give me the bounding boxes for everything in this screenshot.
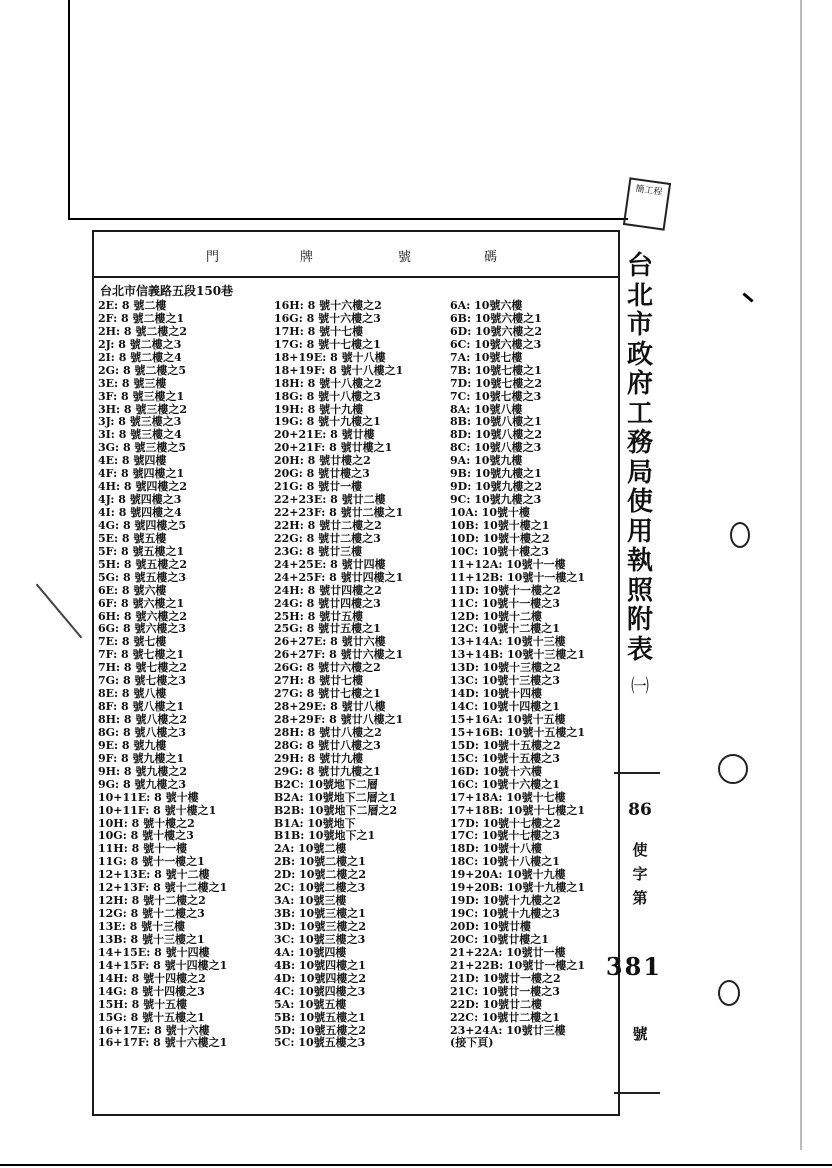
list-item: 4G: 8 號四樓之5 [98,518,187,532]
list-item: 29G: 8 號廿九樓之1 [274,764,381,778]
header-char: 牌 [300,250,315,265]
list-item: 12H: 8 號十二樓之2 [98,894,206,908]
list-item: 28G: 8 號廿八樓之3 [274,738,381,752]
list-item: 15D: 10號十五樓之2 [450,738,561,752]
title-char: 台 [626,251,653,281]
list-item: 11+12A: 10號十一樓 [450,557,566,571]
list-item: 6F: 8 號六樓之1 [98,596,185,610]
list-item: 3D: 10號三樓之2 [274,920,367,933]
title-char: 表 [626,634,653,665]
list-item: 22+23F: 8 號廿二樓之1 [274,506,404,519]
list-item: 4D: 10號四樓之2 [274,971,367,985]
list-item: 4E: 8 號四樓 [98,454,167,468]
list-item: 4J: 8 號四樓之3 [98,493,182,507]
list-item: 12D: 10號十二樓 [450,609,543,623]
list-item: 27G: 8 號廿七樓之1 [274,687,381,701]
list-item: 6A: 10號六樓 [450,299,523,312]
title-char: 執 [626,546,653,576]
list-item: 3F: 8 號三樓之1 [98,389,185,403]
list-item: 8H: 8 號八樓之2 [98,713,188,726]
title-char: 局 [626,457,653,488]
list-item: 16G: 8 號十六樓之3 [274,311,381,325]
list-item: 5F: 8 號五樓之1 [98,544,185,558]
list-item: 3A: 10號三樓 [274,894,347,908]
list-item: 22+23E: 8 號廿二樓 [274,493,386,507]
list-item: 24+25F: 8 號廿四樓之1 [274,570,404,584]
list-item: 7F: 8 號七樓之1 [98,648,185,662]
list-item: 5C: 10號五樓之3 [274,1036,366,1050]
list-item: 15+16A: 10號十五樓 [450,713,566,726]
list-item: 26+27F: 8 號廿六樓之1 [274,648,404,662]
list-item: 10+11E: 8 號十樓 [98,790,199,804]
list-item: 26G: 8 號廿六樓之2 [274,661,381,675]
list-item: 2B: 10號二樓之1 [274,855,366,869]
list-item: 16+17E: 8 號十六樓 [98,1023,210,1037]
list-item: B1B: 10號地下之1 [274,829,376,843]
list-item: 20+21E: 8 號廿樓 [274,428,375,442]
list-item: 28+29E: 8 號廿八樓 [274,700,386,714]
list-item: 5G: 8 號五樓之3 [98,570,187,584]
list-item: 11C: 10號十一樓之3 [450,596,560,610]
scan-border-bottom [0,1164,832,1166]
doc-type-char: 第 [632,889,648,907]
list-item: 23+24A: 10號廿三樓 [450,1023,566,1037]
list-item: 11H: 8 號十一樓 [98,842,188,856]
scan-border-top-line [68,218,628,220]
list-item: 16H: 8 號十六樓之2 [274,299,382,312]
list-item: 5D: 10號五樓之2 [274,1023,367,1037]
list-item: 15G: 8 號十五樓之1 [98,1010,205,1024]
list-item: 9F: 8 號九樓之1 [98,751,185,765]
list-item: 4B: 10號四樓之1 [274,958,366,972]
list-item: 20D: 10號廿樓 [450,920,532,933]
list-item: 21C: 10號廿一樓之3 [450,984,560,998]
list-item: 21+22A: 10號廿一樓 [450,945,566,959]
list-item: 10H: 8 號十樓之2 [98,816,195,830]
list-item: 13B: 8 號十三樓之1 [98,932,205,946]
list-item: 3E: 8 號三樓 [98,376,167,390]
list-item: 9B: 10號九樓之1 [450,467,542,481]
title-char: 府 [626,369,653,399]
list-item: B2B: 10號地下二層之2 [274,803,398,817]
list-item: 3J: 8 號三樓之3 [98,415,182,429]
list-item: 7D: 10號七樓之2 [450,376,543,390]
list-item: 14+15E: 8 號十四樓 [98,945,210,959]
column-right [450,300,585,1050]
list-item: 20H: 8 號廿樓之2 [274,454,371,468]
list-item: 2A: 10號二樓 [274,842,347,856]
list-item: 9H: 8 號九樓之2 [98,764,188,778]
list-item: 3C: 10號三樓之3 [274,932,366,946]
list-item: 10C: 10號十樓之3 [450,544,549,558]
list-item: 7G: 8 號七樓之3 [98,674,187,688]
column-middle [274,300,403,1050]
list-item: 18H: 8 號十八樓之2 [274,376,382,390]
list-item: 2D: 10號二樓之2 [274,868,367,882]
list-item: 13D: 10號十三樓之2 [450,661,561,675]
list-item: 22C: 10號廿二樓之1 [450,1010,560,1024]
title-subnumber: ㈠ [631,676,649,697]
list-item: 21G: 8 號廿一樓 [274,480,363,494]
header-char: 碼 [484,250,499,265]
list-item: 6G: 8 號六樓之3 [98,622,187,636]
title-char: 務 [626,428,653,458]
list-item: 26+27E: 8 號廿六樓 [274,635,386,649]
header-char: 號 [398,250,413,265]
list-item: 16D: 10號十六樓 [450,764,543,778]
list-item: 25H: 8 號廿五樓 [274,609,364,623]
list-item: 19C: 10號十九樓之3 [450,907,560,921]
list-item: 20+21F: 8 號廿樓之1 [274,441,393,455]
doc-type-char: 使 [632,841,648,859]
list-item: 19G: 8 號十九樓之1 [274,415,381,429]
list-item: 23G: 8 號廿三樓 [274,544,363,558]
list-item: 10B: 10號十樓之1 [450,518,550,532]
punch-hole-1 [730,522,750,548]
list-item: 5H: 8 號五樓之2 [98,557,188,571]
list-item: 17C: 10號十七樓之3 [450,829,560,843]
list-item: 17H: 8 號十七樓 [274,324,364,338]
list-item: 4F: 8 號四樓之1 [98,467,185,481]
list-item: 18C: 10號十八樓之1 [450,855,560,869]
punch-hole-3 [718,980,740,1006]
list-item: 16C: 10號十六樓之1 [450,777,560,791]
header-char: 門 [206,250,221,265]
list-item: 2H: 8 號二樓之2 [98,324,188,338]
title-char: 照 [626,575,653,606]
list-item: 20G: 8 號廿樓之3 [274,467,370,481]
list-item: 10+11F: 8 號十樓之1 [98,803,217,817]
title-char: 工 [626,398,653,429]
list-item: 29H: 8 號廿九樓 [274,751,364,765]
list-item: 15H: 8 號十五樓 [98,997,188,1011]
list-item: 8A: 10號八樓 [450,402,523,416]
number-suffix: 號 [632,1025,648,1043]
list-item: 3H: 8 號三樓之2 [98,402,188,416]
list-item: 2E: 8 號二樓 [98,299,167,312]
divider-bottom [614,1092,660,1094]
scan-border-right [800,0,802,1150]
list-item: 17D: 10號十七樓之2 [450,816,561,830]
list-item: 16+17F: 8 號十六樓之1 [98,1036,228,1050]
column-left [98,300,227,1050]
list-item: 18G: 8 號十八樓之3 [274,389,381,403]
list-item: (接下頁) [450,1036,494,1050]
list-item: 7A: 10號七樓 [450,350,523,364]
list-item: 6C: 10號六樓之3 [450,337,542,351]
document-type [622,838,658,910]
list-item: 9C: 10號九樓之3 [450,493,542,507]
list-item: 14C: 10號十四樓之1 [450,700,560,714]
title-char: 北 [626,280,653,311]
table-header [94,232,618,278]
list-item: 6H: 8 號六樓之2 [98,609,188,623]
list-item: 3B: 10號三樓之1 [274,907,366,921]
list-item: 8B: 10號八樓之1 [450,415,542,429]
list-item: 20C: 10號廿樓之1 [450,932,549,946]
list-item: 11D: 10號十一樓之2 [450,583,561,597]
list-item: 12G: 8 號十二樓之3 [98,907,205,921]
list-item: 15+16B: 10號十五樓之1 [450,725,585,739]
list-item: 12+13E: 8 號十二樓 [98,868,210,882]
list-item: 8D: 10號八樓之2 [450,428,543,442]
list-item: 10G: 8 號十樓之3 [98,829,194,843]
street-address: 台北市信義路五段150巷 [100,284,234,298]
list-item: 6B: 10號六樓之1 [450,311,542,325]
list-item: 7H: 8 號七樓之2 [98,661,188,675]
list-item: 22G: 8 號廿二樓之3 [274,531,381,545]
list-item: 7B: 10號七樓之1 [450,363,542,377]
list-item: 7E: 8 號七樓 [98,635,167,649]
list-item: 5E: 8 號五樓 [98,531,167,545]
list-item: 7C: 10號七樓之3 [450,389,542,403]
list-item: 18+19F: 8 號十八樓之1 [274,363,404,377]
list-item: 4H: 8 號四樓之2 [98,480,188,494]
divider [614,772,660,774]
list-item: 10D: 10號十樓之2 [450,531,550,545]
list-item: 6E: 8 號六樓 [98,583,167,597]
list-item: 18+19E: 8 號十八樓 [274,350,386,364]
list-item: 15C: 10號十五樓之3 [450,751,560,765]
year-number: 86 [628,800,652,820]
list-item: 19+20A: 10號十九樓 [450,868,566,882]
list-item: 5B: 10號五樓之1 [274,1010,366,1024]
list-item: 9D: 10號九樓之2 [450,480,543,494]
list-item: 14+15F: 8 號十四樓之1 [98,958,228,972]
list-item: B2A: 10號地下二層之1 [274,790,397,804]
list-item: 2C: 10號二樓之3 [274,881,366,895]
list-item: 11+12B: 10號十一樓之1 [450,570,585,584]
list-item: 17+18A: 10號十七樓 [450,790,566,804]
list-item: 13+14A: 10號十三樓 [450,635,566,649]
title-char: 用 [626,516,653,547]
list-item: 6D: 10號六樓之2 [450,324,543,338]
scan-mark [742,292,753,302]
list-item: 4A: 10號四樓 [274,945,347,959]
list-item: 18D: 10號十八樓 [450,842,543,856]
list-item: 3I: 8 號三樓之4 [98,428,182,442]
list-item: 2I: 8 號二樓之4 [98,350,182,364]
list-item: 4C: 10號四樓之3 [274,984,366,998]
list-item: 10A: 10號十樓 [450,506,531,519]
list-item: 14G: 8 號十四樓之3 [98,984,205,998]
list-item: 27H: 8 號廿七樓 [274,674,364,688]
title-char: 附 [626,605,653,635]
list-item: 22D: 10號廿二樓 [450,997,543,1011]
list-item: B2C: 10號地下二層 [274,777,378,791]
list-item: 14H: 8 號十四樓之2 [98,971,206,985]
list-item: 8E: 8 號八樓 [98,687,167,701]
title-char: 使 [626,487,653,517]
vertical-title [622,252,658,665]
title-char: 政 [626,339,653,370]
list-item: 4I: 8 號四樓之4 [98,506,182,519]
list-item: 19H: 8 號十九樓 [274,402,364,416]
list-item: 3G: 8 號三樓之5 [98,441,187,455]
list-item: 5A: 10號五樓 [274,997,347,1011]
list-item: 9A: 10號九樓 [450,454,523,468]
list-item: 2J: 8 號二樓之3 [98,337,182,351]
list-item: 22H: 8 號廿二樓之2 [274,518,382,532]
door-number-table [92,230,620,1116]
list-item: 24G: 8 號廿四樓之3 [274,596,381,610]
stamp: 簡工程 [623,177,671,230]
list-item: 2G: 8 號二樓之5 [98,363,187,377]
list-item: 13E: 8 號十三樓 [98,920,186,933]
list-item: 24+25E: 8 號廿四樓 [274,557,386,571]
permit-number: 381 [605,952,662,981]
list-item: 14D: 10號十四樓 [450,687,543,701]
list-item: 21D: 10號廿一樓之2 [450,971,561,985]
list-item: 28+29F: 8 號廿八樓之1 [274,713,404,726]
scan-border-top [68,0,70,220]
punch-hole-2 [718,754,748,784]
list-item: 8F: 8 號八樓之1 [98,700,185,714]
list-item: 8G: 8 號八樓之3 [98,725,187,739]
title-char: 市 [626,310,653,340]
side-title-column [605,232,662,1112]
list-item: 9E: 8 號九樓 [98,738,167,752]
doc-type-char: 字 [632,865,648,883]
list-item: 11G: 8 號十一樓之1 [98,855,205,869]
list-item: 17+18B: 10號十七樓之1 [450,803,585,817]
list-item: 24H: 8 號廿四樓之2 [274,583,382,597]
list-item: 13C: 10號十三樓之3 [450,674,560,688]
list-item: 2F: 8 號二樓之1 [98,311,185,325]
list-item: 25G: 8 號廿五樓之1 [274,622,381,636]
list-item: 9G: 8 號九樓之3 [98,777,187,791]
list-item: 13+14B: 10號十三樓之1 [450,648,585,662]
list-item: 21+22B: 10號廿一樓之1 [450,958,585,972]
list-item: 8C: 10號八樓之3 [450,441,542,455]
list-item: 17G: 8 號十七樓之1 [274,337,381,351]
list-item: 19+20B: 10號十九樓之1 [450,881,585,895]
scan-mark-2 [36,584,83,639]
list-item: 12C: 10號十二樓之1 [450,622,560,636]
list-item: 12+13F: 8 號十二樓之1 [98,881,228,895]
list-item: B1A: 10號地下 [274,816,356,830]
list-item: 28H: 8 號廿八樓之2 [274,725,382,739]
list-item: 19D: 10號十九樓之2 [450,894,561,908]
